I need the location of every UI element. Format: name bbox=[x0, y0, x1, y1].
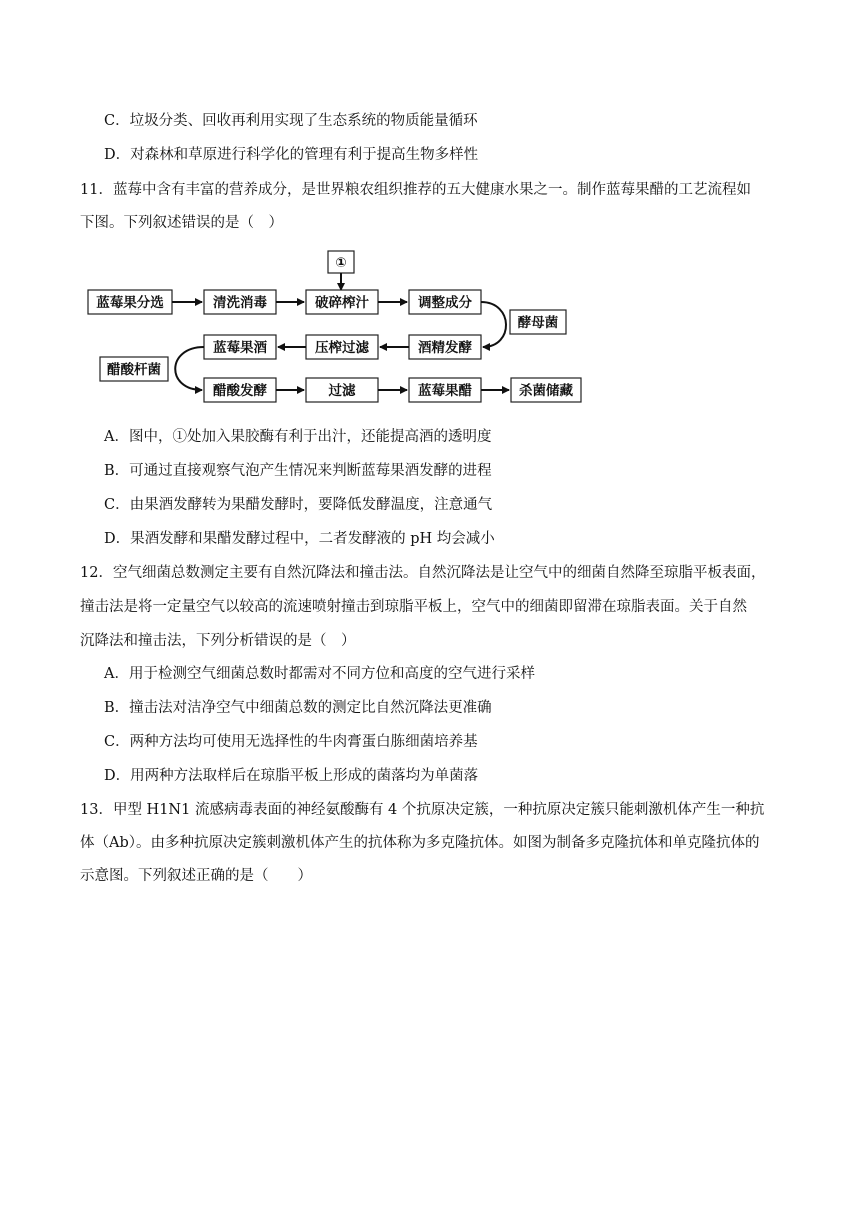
box-b11 bbox=[511, 378, 581, 402]
q10-option-d: D．对森林和草原进行科学化的管理有利于提高生物多样性 bbox=[104, 147, 479, 163]
fermentation-flow-diagram bbox=[84, 248, 584, 408]
box-b10-label: 蓝莓果醋 bbox=[418, 383, 472, 399]
q12-stem-line-1: 12．空气细菌总数测定主要有自然沉降法和撞击法。自然沉降法是让空气中的细菌自然降至琼脂平板表面， bbox=[80, 565, 766, 581]
box-b6-label: 压榨过滤 bbox=[315, 340, 369, 356]
box-b7-label: 蓝莓果酒 bbox=[213, 340, 267, 356]
q13-stem-line-2: 体（Ab）。由多种抗原决定簇刺激机体产生的抗体称为多克隆抗体。如图为制备多克隆抗体和单克隆抗体的 bbox=[80, 835, 760, 851]
q11-option-d: D．果酒发酵和果醋发酵过程中，二者发酵液的 pH 均会减小 bbox=[104, 531, 495, 547]
box-b10 bbox=[409, 378, 481, 402]
box-b4 bbox=[409, 290, 481, 314]
box-b1 bbox=[88, 290, 172, 314]
box-b5 bbox=[409, 335, 481, 359]
q11-option-b: B．可通过直接观察气泡产生情况来判断蓝莓果酒发酵的进程 bbox=[104, 463, 492, 479]
arrow-b4-b5 bbox=[481, 302, 506, 347]
box-b9 bbox=[306, 378, 378, 402]
box-b3 bbox=[306, 290, 378, 314]
box-b9-label: 过滤 bbox=[328, 383, 356, 399]
arrow-b7-b8 bbox=[175, 347, 204, 390]
box-b1-label: 蓝莓果分选 bbox=[96, 295, 164, 311]
box-b7 bbox=[204, 335, 276, 359]
yeast-label: 酵母菌 bbox=[517, 315, 559, 331]
acetic-label: 醋酸杆菌 bbox=[107, 362, 161, 378]
box-b6 bbox=[306, 335, 378, 359]
label-yeast bbox=[510, 310, 566, 334]
q12-option-b: B．撞击法对洁净空气中细菌总数的测定比自然沉降法更准确 bbox=[104, 700, 492, 716]
q11-option-a: A．图中，①处加入果胶酶有利于出汁，还能提高酒的透明度 bbox=[104, 429, 492, 445]
box-b3-label: 破碎榨汁 bbox=[315, 295, 369, 311]
q12-stem-line-2: 撞击法是将一定量空气以较高的流速喷射撞击到琼脂平板上，空气中的细菌即留滞在琼脂表面。关于自然 bbox=[80, 599, 747, 615]
circle-1-label: ① bbox=[335, 255, 347, 271]
box-b2-label: 清洗消毒 bbox=[213, 295, 267, 311]
input-box-circle-1 bbox=[328, 251, 354, 273]
q11-stem-line-2: 下图。下列叙述错误的是（ ） bbox=[80, 215, 283, 231]
q12-option-a: A．用于检测空气细菌总数时都需对不同方位和高度的空气进行采样 bbox=[104, 666, 535, 682]
q11-stem-line-1: 11．蓝莓中含有丰富的营养成分，是世界粮农组织推荐的五大健康水果之一。制作蓝莓果醋的工艺流程如 bbox=[80, 182, 751, 198]
q12-option-c: C．两种方法均可使用无选择性的牛肉膏蛋白胨细菌培养基 bbox=[104, 734, 478, 750]
box-b11-label: 杀菌储藏 bbox=[519, 383, 573, 399]
box-b8 bbox=[204, 378, 276, 402]
q12-stem-line-3: 沉降法和撞击法，下列分析错误的是（ ） bbox=[80, 633, 356, 649]
box-b2 bbox=[204, 290, 276, 314]
box-b5-label: 酒精发酵 bbox=[418, 340, 472, 356]
box-b4-label: 调整成分 bbox=[418, 295, 472, 311]
q10-option-c: C．垃圾分类、回收再利用实现了生态系统的物质能量循环 bbox=[104, 113, 478, 129]
box-b8-label: 醋酸发酵 bbox=[213, 383, 267, 399]
q12-option-d: D．用两种方法取样后在琼脂平板上形成的菌落均为单菌落 bbox=[104, 768, 479, 784]
q13-stem-line-1: 13．甲型 H1N1 流感病毒表面的神经氨酸酶有 4 个抗原决定簇，一种抗原决定簇只能刺激机体产生一种抗 bbox=[80, 802, 765, 818]
q13-stem-line-3: 示意图。下列叙述正确的是（ ） bbox=[80, 868, 312, 884]
label-acetic bbox=[100, 357, 168, 381]
q11-option-c: C．由果酒发酵转为果醋发酵时，要降低发酵温度，注意通气 bbox=[104, 497, 493, 513]
